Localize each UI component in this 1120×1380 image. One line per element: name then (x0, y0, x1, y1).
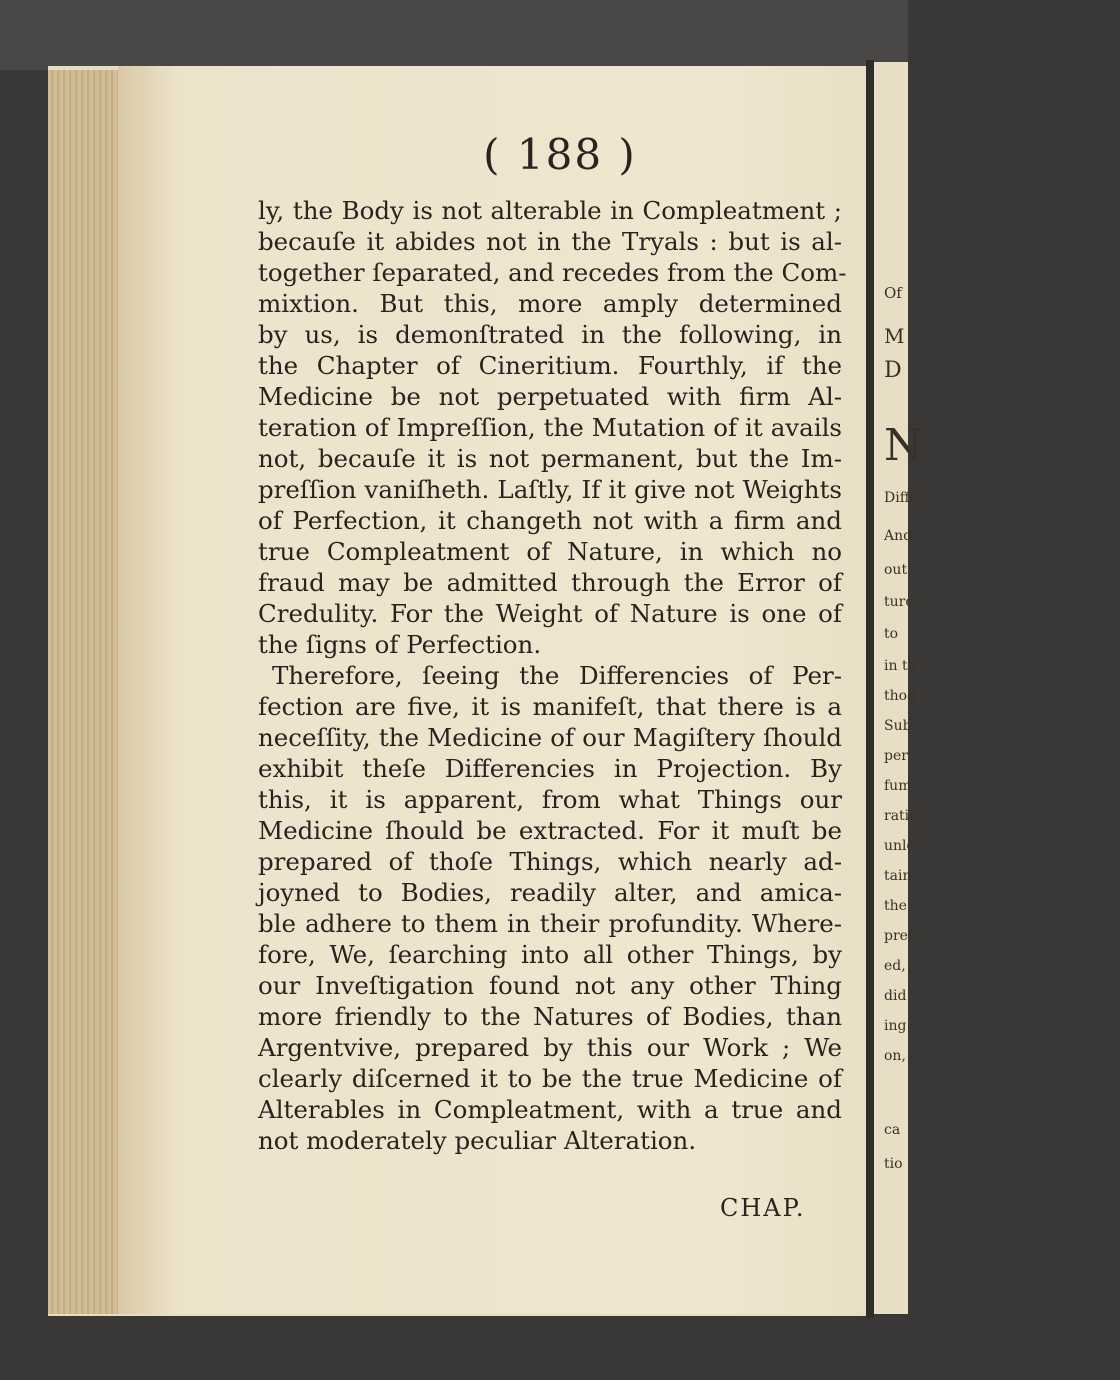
text-line: Alterables in Compleatment, with a true and (258, 1095, 842, 1124)
adjacent-page-text: tio (884, 1156, 903, 1172)
adjacent-page-text: D (884, 358, 902, 383)
text-line: the Chapter of Cineritium. Fourthly, if the (258, 351, 842, 380)
adjacent-page-text: M (884, 324, 905, 348)
text-line: neceſſity, the Medicine of our Magiſtery ſhould (258, 723, 842, 752)
text-line: this, it is apparent, from what Things our (258, 785, 842, 814)
text-line: becauſe it abides not in the Tryals : but is al- (258, 227, 842, 256)
adjacent-page (874, 62, 923, 1314)
adjacent-page-text: Of (884, 284, 902, 302)
adjacent-page-text: on, (884, 1048, 906, 1064)
text-line: together ſeparated, and recedes from the Com- (258, 258, 847, 287)
text-line: fection are five, it is manifeſt, that there is a (258, 692, 842, 721)
page-number: ( 188 ) (483, 130, 637, 179)
adjacent-page-text: N (884, 420, 923, 471)
adjacent-page-text: fum (884, 778, 912, 794)
adjacent-page-text: unle (884, 838, 915, 854)
adjacent-page-text: ed, (884, 958, 906, 974)
adjacent-page-text: And (884, 528, 913, 544)
text-line: by us, is demonſtrated in the following, in (258, 320, 842, 349)
adjacent-page-text: Sub (884, 718, 912, 734)
adjacent-page-text: in th (884, 658, 917, 674)
text-line: our Inveſtigation found not any other Thing (258, 971, 842, 1000)
text-line: mixtion. But this, more amply determined (258, 289, 842, 318)
text-line: fraud may be admitted through the Error of (258, 568, 842, 597)
text-line: clearly diſcerned it to be the true Medicine of (258, 1064, 842, 1093)
adjacent-page-text: tain (884, 868, 912, 884)
text-line: Medicine be not perpetuated with firm Al- (258, 382, 842, 411)
adjacent-page-text: pref (884, 928, 914, 944)
text-line: ble adhere to them in their profundity. Where- (258, 909, 842, 938)
adjacent-page-text: ratio (884, 808, 918, 824)
adjacent-page-text: out (884, 562, 908, 578)
adjacent-page-text: the (884, 898, 907, 914)
adjacent-page-text: per (884, 748, 908, 764)
text-line: the ſigns of Perfection. (258, 630, 542, 659)
adjacent-page-text: did (884, 988, 907, 1004)
adjacent-page-text: thod (884, 688, 917, 704)
text-line: more friendly to the Natures of Bodies, than (258, 1002, 842, 1031)
text-line: Argentvive, prepared by this our Work ; We (258, 1033, 842, 1062)
scanner-backdrop (0, 0, 908, 70)
text-line: not, becauſe it is not permanent, but the Im- (258, 444, 842, 473)
catchword: CHAP. (720, 1194, 806, 1222)
text-line: preſſion vaniſheth. Laſtly, If it give not Weights (258, 475, 842, 504)
adjacent-page-text: to (884, 626, 899, 642)
book-gutter (866, 60, 874, 1318)
adjacent-page-text: ca (884, 1122, 901, 1138)
text-line: not moderately peculiar Alteration. (258, 1126, 697, 1155)
text-line: of Perfection, it changeth not with a firm and (258, 506, 842, 535)
adjacent-page-text: ing (884, 1018, 907, 1034)
text-line: teration of Impreſſion, the Mutation of it avails (258, 413, 842, 442)
text-line: Credulity. For the Weight of Nature is one of (258, 599, 842, 628)
text-line: joyned to Bodies, readily alter, and amica- (258, 878, 842, 907)
text-line: Medicine ſhould be extracted. For it muſt be (258, 816, 842, 845)
adjacent-page-text: Diffe (884, 490, 918, 506)
adjacent-page-text: ture (884, 594, 914, 610)
text-line: fore, We, ſearching into all other Things, by (258, 940, 842, 969)
text-line: Therefore, ſeeing the Differencies of Per- (272, 661, 842, 690)
text-line: ly, the Body is not alterable in Compleatment ; (258, 196, 842, 225)
text-line: true Compleatment of Nature, in which no (258, 537, 842, 566)
page-edges (48, 70, 128, 1314)
text-line: exhibit theſe Differencies in Projection. By (258, 754, 842, 783)
text-line: prepared of thoſe Things, which nearly ad- (258, 847, 842, 876)
